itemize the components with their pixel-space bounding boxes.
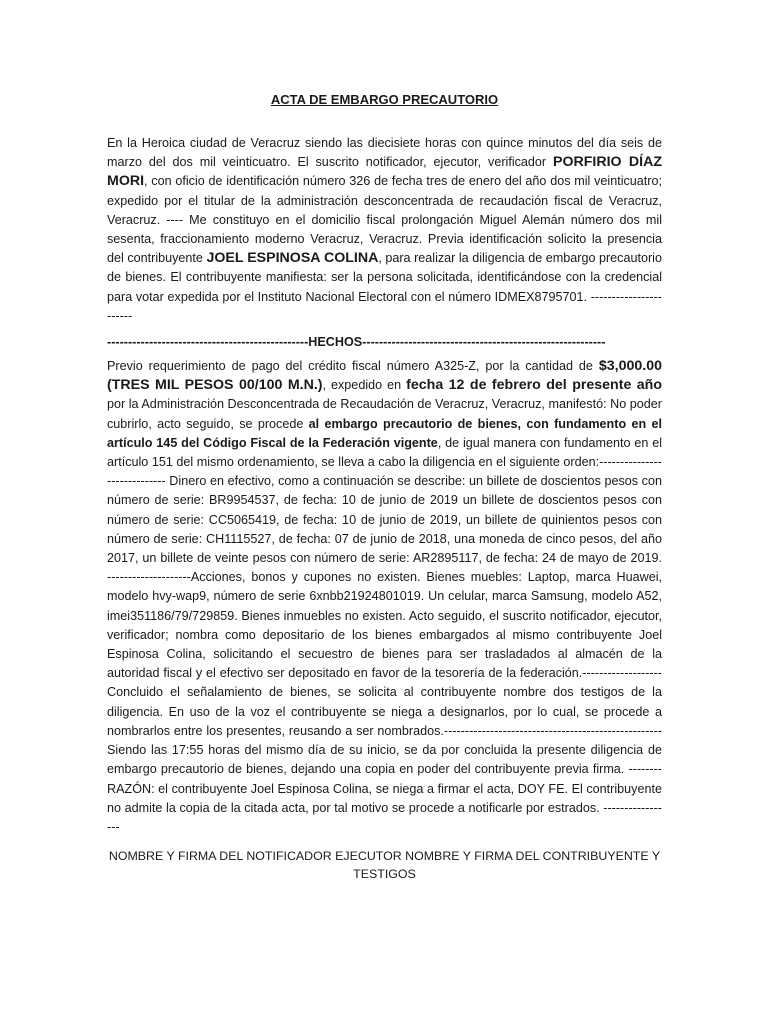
- intro-text-2: , con oficio de identificación número 326 de fecha tres de enero del año dos mil veinticuatro; expedido por el titular de la administración desconcentrada de recaudación fiscal de Veracruz, Veracruz. ---- Me constituyo en el domicilio fiscal prolongación Miguel Alemán número dos mil sesenta, fraccionamiento moderno Veracruz, Veracruz. Previa identificación solicito la presencia del contribuyente: [107, 174, 662, 266]
- intro-text-3: , para realizar la diligencia de embargo precautorio de bienes. El contribuyente manifiesta: ser la persona solicitada, identificándose con la credencial para votar expedida por el Instituto Nacional Electoral con el número IDMEX8795701. -----------------------: [107, 251, 662, 323]
- hechos-text-1: Previo requerimiento de pago del crédito fiscal número A325-Z, por la cantidad de: [107, 359, 599, 374]
- intro-paragraph: [107, 134, 662, 326]
- monto-amount: $3,000.00 (TRES MIL PESOS 00/100 M.N.): [107, 358, 662, 394]
- fundamento-legal: al embargo precautorio de bienes, con fundamento en el artículo 145 del Código Fiscal de la Federación vigente: [107, 416, 662, 450]
- hechos-text-2: , expedido en: [322, 378, 407, 393]
- fecha-expedicion: fecha 12 de febrero del presente año: [406, 377, 663, 394]
- hechos-heading: ------------------------------------------------HECHOS----------------------------------------------------------: [107, 335, 606, 350]
- hechos-text-4: , de igual manera con fundamento en el artículo 151 del mismo ordenamiento, se lleva a cabo la diligencia en el siguiente orden:----------------------------- Dinero en efectivo, como a continuación se describe: un billete de doscientos pesos con número de serie: BR9954537, de fecha: 10 de junio de 2019 un billete de doscientos pesos con número de serie: CC5065419, de fecha: 10 de junio de 2019, un billete de quinientos pesos con número de serie: CH1115527, de fecha: 07 de junio de 2018, una moneda de cinco pesos, del año 2017, un billete de veinte pesos con número de serie: AR2895117, de fecha: 24 de mayo de 2019. --------------------Acciones, bonos y cupones no existen. Bienes muebles: Laptop, marca Huawei, modelo hvy-wap9, número de serie 6xnbb21924801019. Un celular, marca Samsung, modelo A52, imei351186/79/729859. Bienes inmuebles no existen. Acto seguido, el suscrito notificador, ejecutor, verificador; nombra como depositario de los bienes embargados al mismo contribuyente Joel Espinosa Colina, solicitando el secuestro de bienes para ser trasladados al almacén de la autoridad fiscal y el efectivo ser depositado en favor de la tesorería de la federación.-------------------Concluido el señalamiento de bienes, se solicita al contribuyente nombre dos testigos de la diligencia. En uso de la voz el contribuyente se niega a designarlos, por lo cual, se procede a nombrarlos entre los presentes, reusando a ser nombrados.----------------------------------------------------Siendo las 17:55 horas del mismo día de su inicio, se da por concluida la presente diligencia de embargo precautorio de bienes, dejando una copia en poder del contribuyente previa firma. --------RAZÓN: el contribuyente Joel Espinosa Colina, se niega a firmar el acta, DOY FE. El contribuyente no admite la copia de la citada acta, por tal motivo se procede a notificarle por estrados. -----------------: [107, 435, 662, 834]
- hechos-text-3: por la Administración Desconcentrada de Recaudación de Veracruz, Veracruz, manifestó: No poder cubrirlo, acto seguido, se procede: [107, 397, 662, 431]
- hechos-paragraph: [107, 357, 662, 837]
- contribuyente-name: JOEL ESPINOSA COLINA: [206, 250, 379, 267]
- intro-text-1: En la Heroica ciudad de Veracruz siendo las diecisiete horas con quince minutos del día seis de marzo del dos mil veinticuatro. El suscrito notificador, ejecutor, verificador: [107, 136, 662, 170]
- document-title: ACTA DE EMBARGO PRECAUTORIO: [270, 92, 499, 107]
- notificador-name: PORFIRIO DÍAZ MORI: [107, 154, 662, 190]
- signature-lines: NOMBRE Y FIRMA DEL NOTIFICADOR EJECUTOR NOMBRE Y FIRMA DEL CONTRIBUYENTE Y TESTIGOS: [108, 849, 661, 882]
